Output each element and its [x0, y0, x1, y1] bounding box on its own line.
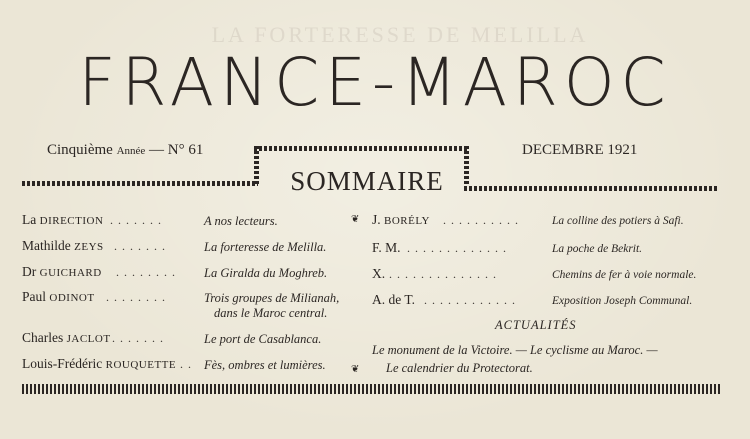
entry-author: F. M.	[372, 240, 401, 255]
entry-leader-dots: . . . . . . .	[114, 239, 166, 253]
entry-author: J. BORÉLY	[372, 212, 430, 227]
entry-author: X.	[372, 266, 386, 281]
issue-separator: —	[149, 142, 165, 158]
entry-leader-dots: . . . . . . . . . . . .	[424, 293, 516, 307]
entry-leader-dots: . . . . . . . .	[106, 290, 166, 304]
dotted-rule-right	[464, 186, 718, 191]
entry-title: Trois groupes de Milianah,	[204, 291, 340, 305]
issue-number: N° 61	[167, 142, 204, 158]
entry-title: A nos lecteurs.	[204, 214, 278, 228]
entry-title: Le port de Casablanca.	[204, 332, 322, 346]
entry-title: Fès, ombres et lumières.	[204, 358, 326, 372]
entry-title: La colline des potiers à Safi.	[552, 215, 684, 227]
entry-author: Charles JACLOT	[22, 330, 111, 345]
bottom-rule	[22, 384, 722, 394]
journal-title: FRANCE-MAROC	[78, 44, 672, 121]
entry-leader-dots: . . . . . . . . . . . . . .	[389, 267, 497, 281]
entry-title: Chemins de fer à voie normale.	[552, 269, 697, 281]
ornament-bottom: ❦	[351, 364, 360, 375]
entry-leader-dots: . . . . . . .	[112, 331, 164, 345]
entry-title-continued: dans le Maroc central.	[214, 306, 328, 320]
entry-leader-dots: . . . . . . . . . .	[443, 213, 519, 227]
issue-date: DECEMBRE 1921	[522, 142, 638, 158]
entry-title: La Giralda du Moghreb.	[204, 266, 328, 280]
entry-leader-dots: . . . . . . .	[110, 213, 162, 227]
entry-title: La poche de Bekrit.	[552, 243, 643, 255]
entry-title: Exposition Joseph Communal.	[552, 295, 693, 307]
entry-author: La DIRECTION	[22, 212, 104, 227]
actualites-line-continued: Le calendrier du Protectorat.	[386, 361, 533, 375]
issue-year-label: Année	[116, 145, 146, 157]
entry-author: Dr GUICHARD	[22, 264, 102, 279]
entry-leader-dots: . .	[180, 357, 192, 371]
bleedthrough-text: LA FORTERESSE DE MELILLA	[211, 22, 589, 47]
actualites-heading: ACTUALITÉS	[495, 318, 577, 332]
entry-author: A. de T.	[372, 292, 415, 307]
dotted-rule-left	[22, 181, 258, 186]
section-heading: SOMMAIRE	[290, 166, 444, 196]
issue-year-word: Cinquième	[47, 142, 113, 158]
dotted-rule-left-riser	[254, 146, 259, 186]
entry-leader-dots: . . . . . . . .	[116, 265, 176, 279]
actualites-line: Le monument de la Victoire. — Le cyclisme au Maroc. —	[372, 343, 658, 357]
entry-author: Louis-Frédéric ROUQUETTE	[22, 356, 177, 371]
dotted-rule-top	[254, 146, 468, 151]
entry-author: Paul ODINOT	[22, 289, 95, 304]
entry-title: La forteresse de Melilla.	[204, 240, 327, 254]
entry-author: Mathilde ZEYS	[22, 238, 104, 253]
issue-info	[47, 142, 203, 159]
ornament-top: ❦	[351, 214, 360, 225]
entry-leader-dots: . . . . . . . . . . . . .	[407, 241, 507, 255]
